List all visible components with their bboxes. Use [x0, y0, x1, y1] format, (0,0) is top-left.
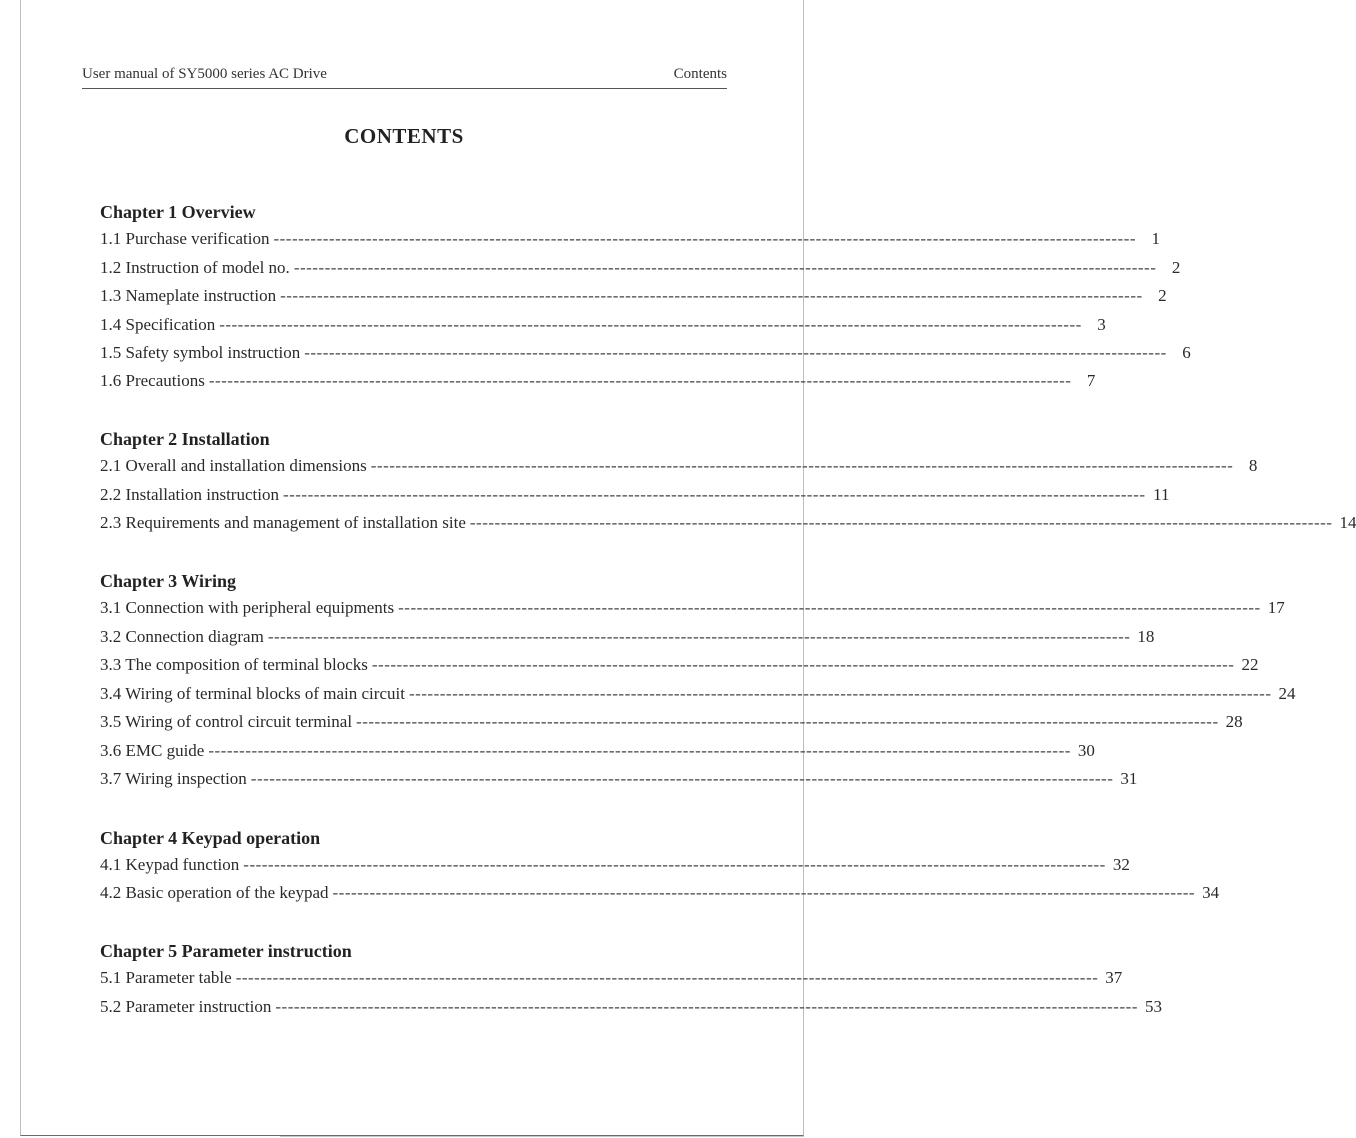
toc-entry-title: 3.1 Connection with peripheral equipments [100, 598, 395, 617]
toc-leader: -------------------------------------------------------------------------------------------------------------------------------------------- [408, 684, 1272, 703]
toc-entry-page: 30 [1077, 741, 1095, 760]
toc-entry[interactable] [100, 627, 1155, 651]
toc-entry[interactable] [100, 286, 1167, 310]
toc-entry-title: 2.1 Overall and installation dimensions [100, 456, 367, 475]
page-frame [20, 0, 804, 1136]
toc-entry-page: 3 [1097, 315, 1106, 334]
toc-entry[interactable] [100, 997, 1162, 1021]
toc-entry-page: 53 [1144, 997, 1162, 1016]
toc-entry[interactable] [100, 343, 1191, 367]
chapter-heading: Chapter 3 Wiring [100, 571, 237, 591]
toc-leader: -------------------------------------------------------------------------------------------------------------------------------------------- [267, 627, 1131, 646]
toc-entry-title: 1.4 Specification [100, 315, 216, 334]
toc-entry[interactable] [100, 371, 1096, 395]
chapter-heading: Chapter 1 Overview [100, 202, 256, 222]
toc-entry-page: 2 [1171, 258, 1181, 277]
toc-entry-page: 31 [1120, 769, 1138, 788]
toc-entry[interactable] [100, 855, 1130, 879]
toc-entry-page: 22 [1241, 655, 1259, 674]
toc-entry[interactable] [100, 229, 1161, 253]
toc-leader: -------------------------------------------------------------------------------------------------------------------------------------------- [371, 655, 1235, 674]
toc-entry[interactable] [100, 741, 1095, 765]
toc-entry-page: 6 [1182, 343, 1191, 362]
toc-entry-title: 3.4 Wiring of terminal blocks of main circuit [100, 684, 405, 703]
toc-entry-title: 4.1 Keypad function [100, 855, 240, 874]
toc-entry[interactable] [100, 315, 1106, 339]
toc-entry[interactable] [100, 513, 1356, 537]
toc-leader: -------------------------------------------------------------------------------------------------------------------------------------------- [275, 997, 1138, 1016]
toc-leader: -------------------------------------------------------------------------------------------------------------------------------------------- [469, 513, 1333, 532]
toc-entry[interactable] [100, 456, 1258, 480]
toc-leader: -------------------------------------------------------------------------------------------------------------------------------------------- [280, 286, 1143, 305]
toc-entry-title: 1.3 Nameplate instruction [100, 286, 277, 305]
toc-entry[interactable] [100, 485, 1170, 509]
toc-leader: -------------------------------------------------------------------------------------------------------------------------------------------- [243, 855, 1106, 874]
toc-leader: -------------------------------------------------------------------------------------------------------------------------------------------- [398, 598, 1261, 617]
toc-entry-title: 2.3 Requirements and management of installation site [100, 513, 466, 532]
toc-entry-title: 3.3 The composition of terminal blocks [100, 655, 368, 674]
toc-leader: -------------------------------------------------------------------------------------------------------------------------------------------- [235, 968, 1099, 987]
toc-entry-page: 18 [1137, 627, 1155, 646]
toc-leader: -------------------------------------------------------------------------------------------------------------------------------------------- [304, 343, 1167, 362]
page-edge-line [280, 1136, 804, 1137]
toc-leader: -------------------------------------------------------------------------------------------------------------------------------------------- [208, 741, 1071, 760]
toc-entry-page: 28 [1225, 712, 1243, 731]
chapter-heading: Chapter 4 Keypad operation [100, 828, 321, 848]
toc-entry-page: 37 [1105, 968, 1123, 987]
toc-leader: -------------------------------------------------------------------------------------------------------------------------------------------- [250, 769, 1114, 788]
toc-entry-page: 11 [1153, 485, 1170, 504]
toc-entry-title: 4.2 Basic operation of the keypad [100, 883, 329, 902]
toc-entry-page: 17 [1267, 598, 1285, 617]
toc-entry[interactable] [100, 712, 1243, 736]
chapter-heading: Chapter 5 Parameter instruction [100, 941, 352, 961]
toc-entry-title: 1.2 Instruction of model no. [100, 258, 290, 277]
toc-entry-title: 3.2 Connection diagram [100, 627, 264, 646]
toc-leader: -------------------------------------------------------------------------------------------------------------------------------------------- [219, 315, 1082, 334]
toc-entry-title: 3.6 EMC guide [100, 741, 205, 760]
header-section-name: Contents [673, 66, 727, 82]
toc-entry[interactable] [100, 968, 1123, 992]
toc-entry-page: 1 [1151, 229, 1161, 248]
toc-entry-page: 2 [1158, 286, 1167, 305]
toc-entry-title: 3.7 Wiring inspection [100, 769, 247, 788]
toc-leader: -------------------------------------------------------------------------------------------------------------------------------------------- [208, 371, 1072, 390]
toc-leader: -------------------------------------------------------------------------------------------------------------------------------------------- [293, 258, 1157, 277]
toc-leader: -------------------------------------------------------------------------------------------------------------------------------------------- [356, 712, 1219, 731]
toc-entry-page: 24 [1278, 684, 1296, 703]
toc-entry[interactable] [100, 655, 1259, 679]
toc-entry-title: 1.5 Safety symbol instruction [100, 343, 301, 362]
toc-entry-page: 7 [1086, 371, 1096, 390]
toc-entry-title: 2.2 Installation instruction [100, 485, 279, 504]
toc-leader: -------------------------------------------------------------------------------------------------------------------------------------------- [282, 485, 1146, 504]
page-title: CONTENTS [344, 124, 464, 148]
toc-entry-page: 32 [1112, 855, 1130, 874]
toc-entry[interactable] [100, 684, 1296, 708]
chapter-heading: Chapter 2 Installation [100, 429, 270, 449]
toc-entry-page: 34 [1202, 883, 1220, 902]
toc-entry[interactable] [100, 883, 1220, 907]
toc-leader: -------------------------------------------------------------------------------------------------------------------------------------------- [273, 229, 1137, 248]
toc-entry[interactable] [100, 598, 1285, 622]
toc-entry-title: 1.1 Purchase verification [100, 229, 270, 248]
header-manual-title: User manual of SY5000 series AC Drive [82, 66, 327, 82]
toc-entry-page: 14 [1339, 513, 1356, 532]
toc-entry[interactable] [100, 769, 1138, 793]
toc-leader: -------------------------------------------------------------------------------------------------------------------------------------------- [370, 456, 1234, 475]
toc-entry-title: 1.6 Precautions [100, 371, 205, 390]
toc-entry-title: 5.2 Parameter instruction [100, 997, 272, 1016]
running-header [82, 66, 727, 89]
toc-entry-title: 3.5 Wiring of control circuit terminal [100, 712, 353, 731]
toc-entry-title: 5.1 Parameter table [100, 968, 232, 987]
toc-leader: -------------------------------------------------------------------------------------------------------------------------------------------- [332, 883, 1196, 902]
toc-entry[interactable] [100, 258, 1181, 282]
toc-entry-page: 8 [1248, 456, 1258, 475]
